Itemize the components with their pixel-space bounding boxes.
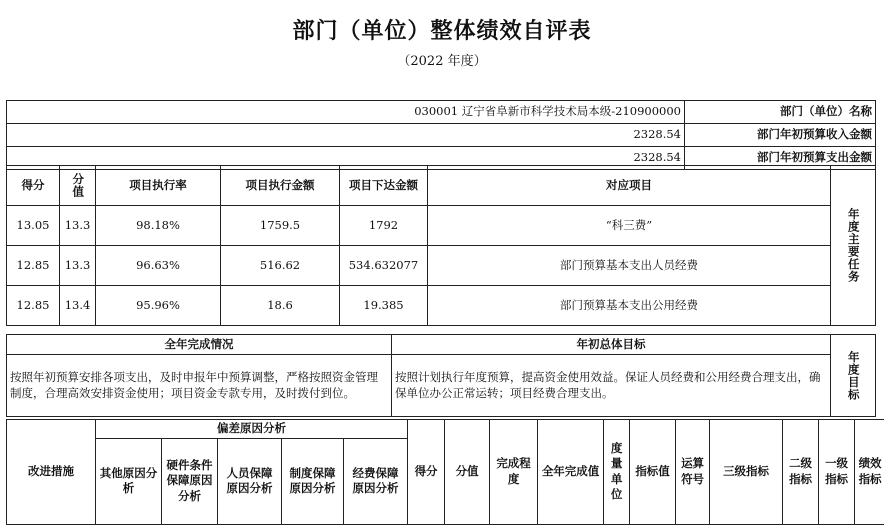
ind-header-deviation: 偏差原因分析 [96, 420, 408, 439]
table-row [7, 124, 876, 147]
completion-text: 按照年初预算安排各项支出，及时申报年中预算调整，严格按照资金管理制度，合理高效安排资金使用；项目资金专款专用，及时拨付到位。 [7, 355, 392, 417]
tasks-header-weight: 分值 [60, 166, 96, 206]
goal-text: 按照计划执行年度预算，提高资金使用效益。保证人员经费和公用经费合理支出，确保单位办公正常运转；项目经费合理支出。 [392, 355, 831, 417]
task-score: 12.85 [7, 246, 60, 286]
ind-header-weight: 分值 [445, 420, 490, 525]
task-executed: 18.6 [221, 286, 340, 326]
table-row [7, 246, 876, 286]
ind-header-actual: 全年完成值 [538, 420, 604, 525]
ind-header-d3: 人员保障原因分析 [218, 438, 282, 524]
goal-header: 年初总体目标 [392, 335, 831, 355]
task-item: “科三费” [428, 206, 831, 246]
table-row [7, 101, 876, 124]
expense-label: 部门年初预算支出金额 [685, 147, 876, 170]
page-title: 部门（单位）整体绩效自评表 [292, 18, 592, 44]
page-year: （2022 年度） [397, 54, 487, 69]
tasks-header-item: 对应项目 [428, 166, 831, 206]
ind-header-level2: 二级指标 [783, 420, 819, 525]
task-rate: 95.96% [96, 286, 221, 326]
ind-header-operator: 运算符号 [676, 420, 710, 525]
task-rate: 98.18% [96, 206, 221, 246]
goals-section-label: 年度目标 [831, 335, 876, 417]
task-executed: 1759.5 [221, 206, 340, 246]
ind-header-d5: 其他原因分析 [96, 438, 162, 524]
indicators-table [6, 419, 884, 525]
ind-header-d1: 经费保障原因分析 [344, 438, 408, 524]
ind-header-unit: 度量单位 [604, 420, 630, 525]
ind-header-score: 得分 [408, 420, 445, 525]
ind-header-level1: 一级指标 [819, 420, 855, 525]
ind-header-improve: 改进措施 [7, 420, 96, 525]
task-item: 部门预算基本支出人员经费 [428, 246, 831, 286]
task-executed: 516.62 [221, 246, 340, 286]
task-allocated: 19.385 [340, 286, 428, 326]
task-allocated: 534.632077 [340, 246, 428, 286]
expense-value: 2328.54 [7, 147, 685, 170]
tasks-header-executed: 项目执行金额 [221, 166, 340, 206]
income-label: 部门年初预算收入金额 [685, 124, 876, 147]
basic-info-table [6, 100, 876, 170]
goals-table [6, 334, 876, 417]
tasks-header-allocated: 项目下达金额 [340, 166, 428, 206]
task-rate: 96.63% [96, 246, 221, 286]
income-value: 2328.54 [7, 124, 685, 147]
task-score: 13.05 [7, 206, 60, 246]
ind-header-rate: 完成程度 [490, 420, 538, 525]
task-item: 部门预算基本支出公用经费 [428, 286, 831, 326]
ind-header-target: 指标值 [630, 420, 676, 525]
ind-header-perf: 绩效指标 [855, 420, 884, 525]
unit-name-value: 030001 辽宁省阜新市科学技术局本级-210900000 [7, 101, 685, 124]
table-row [7, 286, 876, 326]
unit-name-label: 部门（单位）名称 [685, 101, 876, 124]
table-row [7, 420, 884, 439]
ind-header-d2: 制度保障原因分析 [282, 438, 344, 524]
task-weight: 13.3 [60, 246, 96, 286]
task-weight: 13.3 [60, 206, 96, 246]
tasks-header-score: 得分 [7, 166, 60, 206]
table-row [7, 206, 876, 246]
ind-header-d4: 硬件条件保障原因分析 [162, 438, 218, 524]
table-row [7, 166, 876, 206]
tasks-header-rate: 项目执行率 [96, 166, 221, 206]
tasks-section-label: 年度主要任务 [831, 166, 876, 326]
completion-header: 全年完成情况 [7, 335, 392, 355]
table-row [7, 355, 876, 417]
task-allocated: 1792 [340, 206, 428, 246]
task-score: 12.85 [7, 286, 60, 326]
tasks-table [6, 165, 876, 326]
table-row [7, 335, 876, 355]
ind-header-level3: 三级指标 [710, 420, 783, 525]
task-weight: 13.4 [60, 286, 96, 326]
